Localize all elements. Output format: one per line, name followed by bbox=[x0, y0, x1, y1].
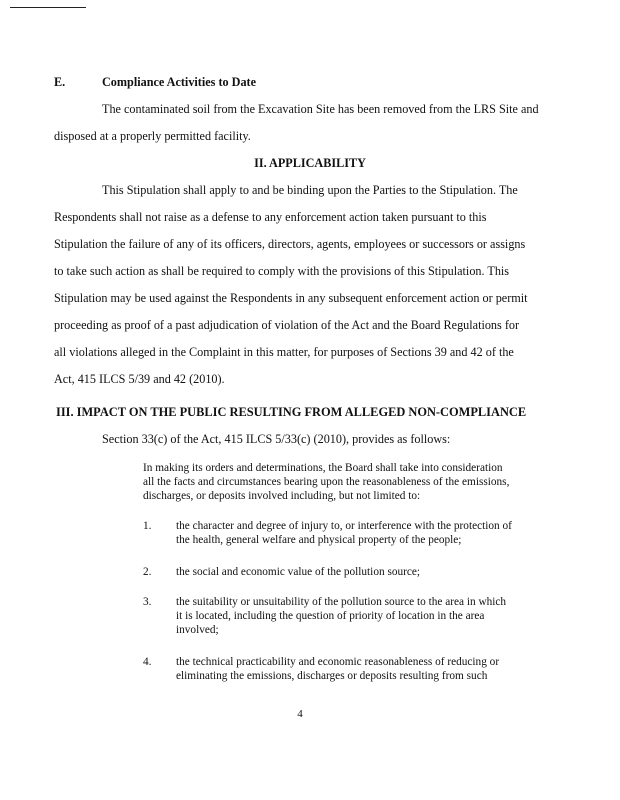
list-item-line: eliminating the emissions, discharges or deposits resulting from such bbox=[176, 670, 488, 682]
list-item-line: the suitability or unsuitability of the pollution source to the area in which bbox=[176, 596, 507, 608]
section-ii-line: This Stipulation shall apply to and be binding upon the Parties to the Stipulation. The bbox=[102, 183, 518, 197]
section-ii-line: Respondents shall not raise as a defense to any enforcement action taken pursuant to this bbox=[54, 210, 487, 224]
list-item-line: involved; bbox=[176, 624, 219, 636]
section-iii-intro: Section 33(c) of the Act, 415 ILCS 5/33(c) (2010), provides as follows: bbox=[102, 432, 451, 446]
section-e-letter: E. bbox=[54, 75, 66, 89]
list-item-line: the technical practicability and economic reasonableness of reducing or bbox=[176, 656, 500, 668]
section-ii-line: to take such action as shall be required to comply with the provisions of this Stipulation. This bbox=[54, 264, 510, 278]
section-e-line: disposed at a properly permitted facility. bbox=[54, 129, 251, 143]
section-ii-line: Stipulation may be used against the Respondents in any subsequent enforcement action or permit bbox=[54, 291, 528, 305]
section-e-title: Compliance Activities to Date bbox=[102, 75, 257, 89]
list-item-number: 3. bbox=[143, 596, 152, 608]
section-ii-line: Stipulation the failure of any of its officers, directors, agents, employees or successors or assigns bbox=[54, 237, 526, 251]
quote-line: In making its orders and determinations, the Board shall take into consideration bbox=[143, 462, 503, 474]
list-item-line: it is located, including the question of priority of location in the area bbox=[176, 610, 485, 622]
list-item-line: the character and degree of injury to, or interference with the protection of bbox=[176, 520, 512, 532]
section-ii-line: all violations alleged in the Complaint in this matter, for purposes of Sections 39 and 42 of the bbox=[54, 345, 514, 359]
list-item-line: the social and economic value of the pollution source; bbox=[176, 566, 421, 578]
quote-line: all the facts and circumstances bearing upon the reasonableness of the emissions, bbox=[143, 476, 510, 488]
section-ii-line: Act, 415 ILCS 5/39 and 42 (2010). bbox=[54, 372, 225, 386]
section-iii-heading: III. IMPACT ON THE PUBLIC RESULTING FROM ALLEGED NON-COMPLIANCE bbox=[56, 405, 527, 419]
list-item-number: 2. bbox=[143, 566, 152, 578]
list-item-number: 4. bbox=[143, 656, 152, 668]
section-ii-line: proceeding as proof of a past adjudication of violation of the Act and the Board Regulations for bbox=[54, 318, 520, 332]
list-item-line: the health, general welfare and physical property of the people; bbox=[176, 534, 462, 546]
quote-line: discharges, or deposits involved including, but not limited to: bbox=[143, 490, 421, 502]
page-number: 4 bbox=[297, 708, 303, 720]
section-ii-heading: II. APPLICABILITY bbox=[254, 156, 366, 170]
section-e-line: The contaminated soil from the Excavation Site has been removed from the LRS Site and bbox=[102, 102, 539, 116]
top-rule bbox=[10, 7, 86, 8]
list-item-number: 1. bbox=[143, 520, 152, 532]
